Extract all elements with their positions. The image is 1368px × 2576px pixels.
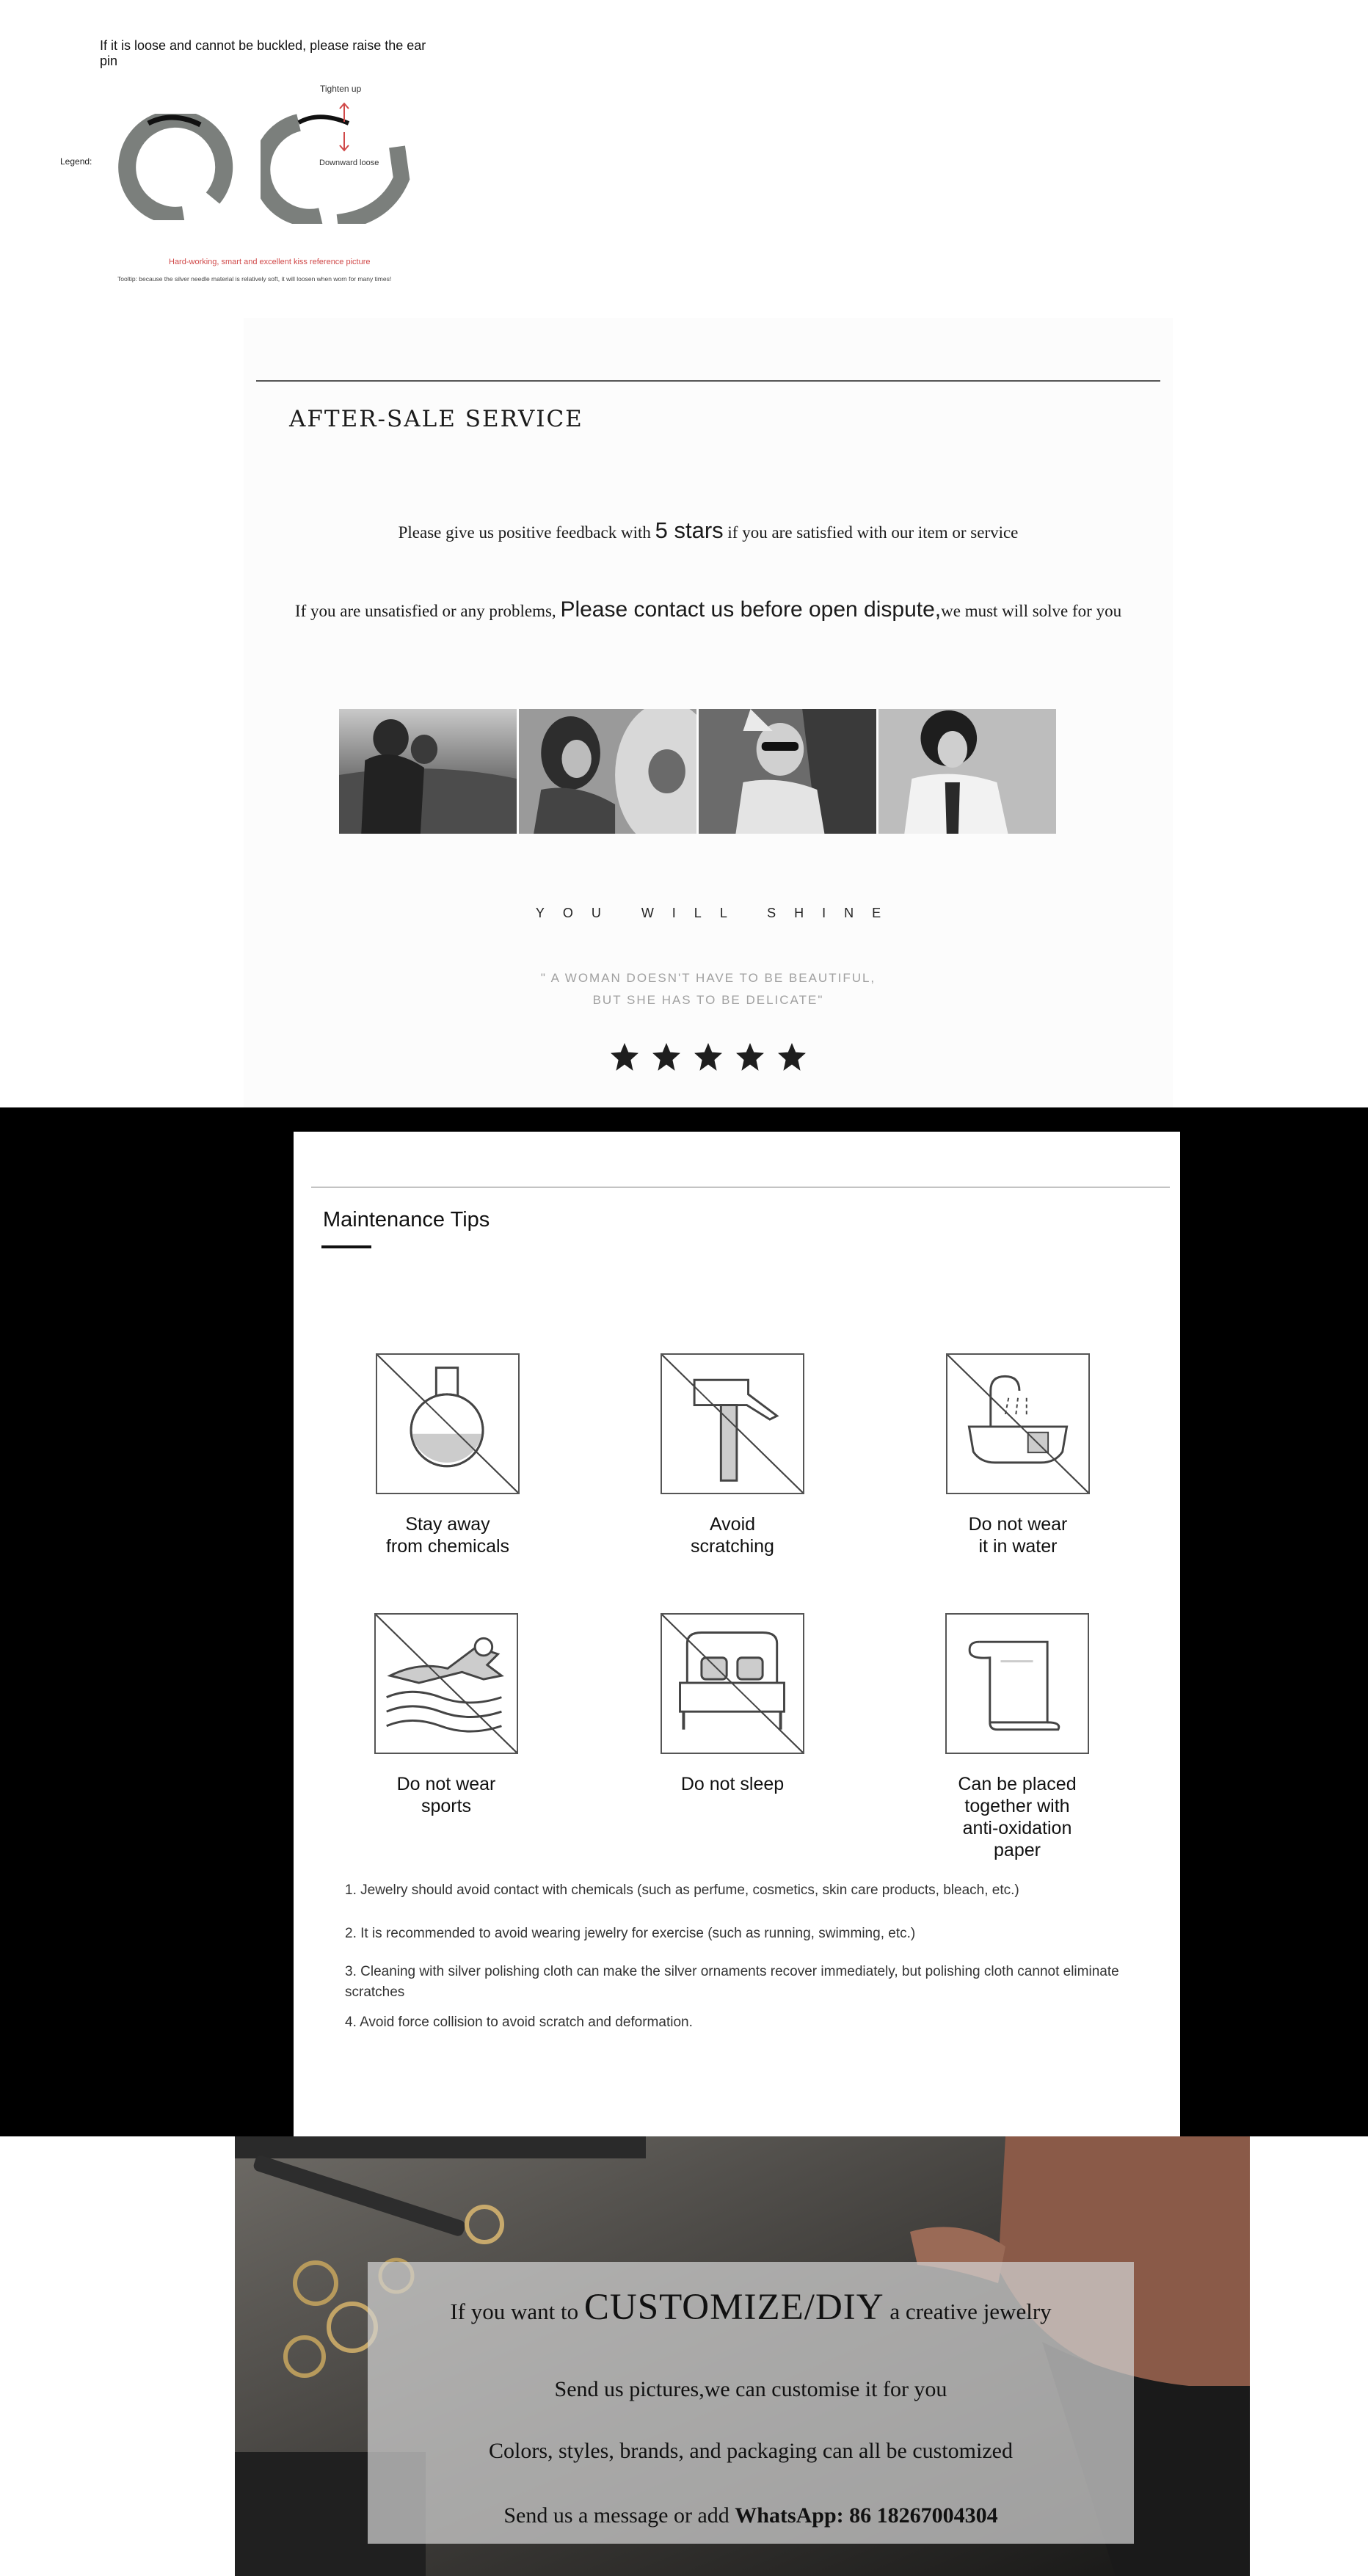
- ear-pin-adjustment-section: [0, 0, 1368, 316]
- you-will-shine-text: YOU WILL SHINE: [535, 906, 900, 920]
- arrow-down-icon: [337, 131, 352, 153]
- contact-post: we must will solve for you: [941, 602, 1122, 620]
- tip-label-line: scratching: [691, 1536, 774, 1557]
- bathtub-icon: [946, 1353, 1090, 1494]
- after-sale-service-section: [244, 318, 1173, 1107]
- tip-sleep: [630, 1613, 835, 1795]
- downward-loose-label: Downward loose: [319, 159, 379, 167]
- photo-woman-sunglasses: [699, 709, 876, 834]
- arrow-up-icon: [337, 101, 352, 123]
- tip-water: [915, 1353, 1121, 1557]
- swimming-icon: [374, 1613, 518, 1754]
- whatsapp-number: WhatsApp: 86 18267004304: [735, 2503, 998, 2528]
- tip-label-line: anti-oxidation: [962, 1818, 1072, 1838]
- contact-pre: If you are unsatisfied or any problems,: [294, 602, 561, 620]
- five-stars-text: 5 stars: [655, 517, 724, 543]
- customize-headline: [368, 2286, 1134, 2329]
- legend-label: Legend:: [60, 156, 92, 167]
- tip-label-line: Stay away: [405, 1514, 490, 1535]
- tip-label-line: Do not sleep: [680, 1774, 785, 1794]
- tip-label-line: paper: [994, 1840, 1041, 1860]
- quote-line-2: BUT SHE HAS TO BE DELICATE": [592, 993, 824, 1007]
- paper-scroll-icon: [945, 1613, 1089, 1754]
- hammer-icon: [661, 1353, 804, 1494]
- tip-label-line: sports: [421, 1796, 472, 1816]
- note-item: 3. Cleaning with silver polishing cloth can make the silver ornaments recover immediately, but polishing cloth cannot eliminate scratches: [345, 1964, 1119, 2000]
- feedback-post: if you are satisfied with our item or service: [723, 523, 1019, 542]
- tip-label-line: it in water: [978, 1536, 1058, 1557]
- star-icon: [693, 1041, 724, 1072]
- note-item: 2. It is recommended to avoid wearing jewelry for exercise (such as running, swimming, etc.): [345, 1926, 916, 1941]
- tip-label-line: Can be placed: [958, 1774, 1077, 1794]
- reference-caption: Hard-working, smart and excellent kiss reference picture: [169, 258, 371, 266]
- tighten-up-label: Tighten up: [320, 84, 362, 94]
- after-sale-heading: AFTER-SALE SERVICE: [289, 406, 583, 432]
- customize-diy-text: CUSTOMIZE/DIY: [583, 2287, 884, 2328]
- note-item: 4. Avoid force collision to avoid scratch and deformation.: [345, 2015, 693, 2030]
- feedback-pre: Please give us positive feedback with: [398, 523, 655, 542]
- note-item: 1. Jewelry should avoid contact with chemicals (such as perfume, cosmetics, skin care products, bleach, etc.): [345, 1882, 1019, 1898]
- customizable-options-text: Colors, styles, brands, and packaging can all be customized: [489, 2439, 1013, 2463]
- five-star-rating: [244, 1041, 1173, 1072]
- model-photo-strip: [339, 709, 1056, 834]
- star-icon: [609, 1041, 640, 1072]
- maintenance-tips-section: [0, 1107, 1368, 2136]
- maintenance-panel: [294, 1132, 1180, 2136]
- feedback-request: [244, 517, 1173, 544]
- tip-chemicals: [345, 1353, 550, 1557]
- star-icon: [776, 1041, 807, 1072]
- ear-pin-title: If it is loose and cannot be buckled, please raise the ear pin: [100, 38, 426, 68]
- photo-woman-mirror: [519, 709, 696, 834]
- tip-scratching: [630, 1353, 835, 1557]
- divider: [256, 380, 1160, 382]
- customize-post: a creative jewelry: [884, 2299, 1052, 2324]
- tip-label-line: Do not wear: [968, 1514, 1068, 1535]
- contact-request: [244, 597, 1173, 622]
- bed-icon: [661, 1613, 804, 1754]
- quote-line-1: " A WOMAN DOESN'T HAVE TO BE BEAUTIFUL,: [540, 971, 876, 985]
- send-pictures-text: Send us pictures,we can customise it for you: [554, 2377, 947, 2401]
- star-icon: [735, 1041, 765, 1072]
- tip-anti-oxidation: [914, 1613, 1120, 1861]
- tip-label-line: Avoid: [709, 1514, 756, 1535]
- tip-label-line: Do not wear: [396, 1774, 496, 1794]
- maintenance-heading: Maintenance Tips: [323, 1208, 490, 1231]
- photo-woman-curly-hair: [878, 709, 1056, 834]
- whatsapp-pre: Send us a message or add: [503, 2503, 735, 2528]
- heading-underline: [321, 1245, 371, 1248]
- customize-section: [235, 2136, 1250, 2576]
- earring-closed-diagram: [110, 114, 235, 220]
- star-icon: [651, 1041, 682, 1072]
- tooltip-text: Tooltip: because the silver needle material is relatively soft, it will loosen when worn for many times!: [117, 275, 392, 283]
- delicate-quote: [244, 967, 1173, 1011]
- tip-sports: [343, 1613, 549, 1817]
- chemical-flask-icon: [376, 1353, 520, 1494]
- whatsapp-contact: [368, 2503, 1134, 2528]
- contact-us-text: Please contact us before open dispute,: [560, 597, 942, 622]
- photo-couple: [339, 709, 517, 834]
- customize-pre: If you want to: [450, 2299, 584, 2324]
- tip-label-line: together with: [964, 1796, 1070, 1816]
- tip-label-line: from chemicals: [385, 1536, 510, 1557]
